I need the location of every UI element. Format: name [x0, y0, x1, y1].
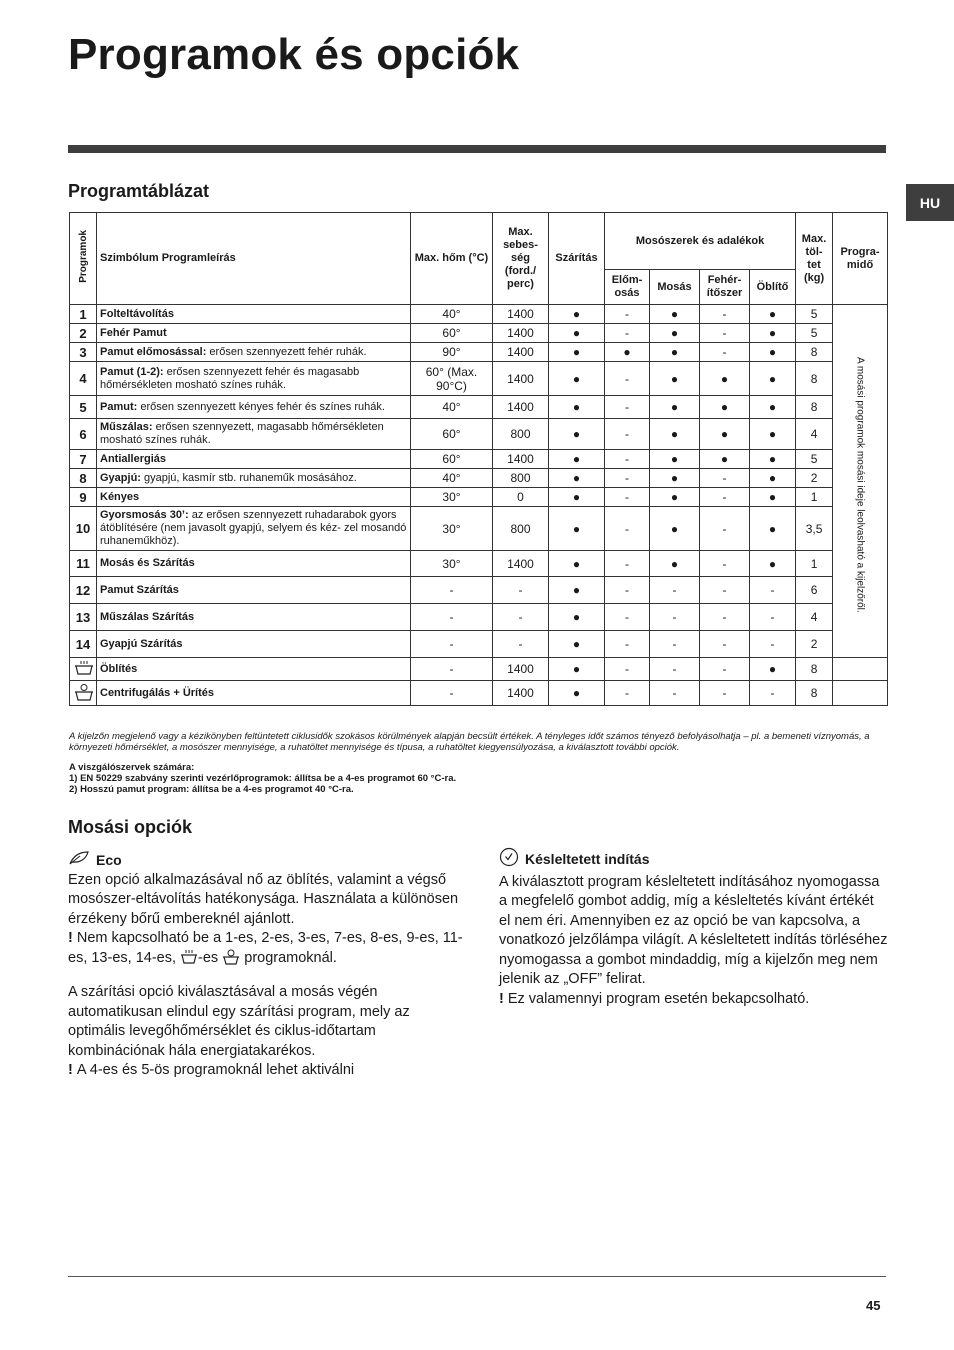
cell-wash: ●: [650, 551, 700, 577]
cell-pre: -: [605, 507, 650, 551]
cell-temp: 60°: [411, 419, 493, 450]
cell-soft: -: [750, 577, 796, 604]
header-description: Szimbólum Programleírás: [97, 213, 411, 305]
cell-wash: ●: [650, 469, 700, 488]
cell-wash: ●: [650, 488, 700, 507]
note-2: 2) Hosszú pamut program: állítsa be a 4-es programot 40 °C-ra.: [69, 784, 354, 795]
cell-pre: -: [605, 551, 650, 577]
cell-wash: -: [650, 577, 700, 604]
program-number: 11: [70, 551, 97, 577]
program-number: 9: [70, 488, 97, 507]
table-row: [70, 658, 888, 681]
program-description: Gyorsmosás 30’: az erősen szennyezett ruhadarabok gyors átöblítésére (nem javasolt gyapjú, selyem és kéz- zel mosandó ruhaneműkhöz).: [97, 507, 411, 551]
cell-soft: ●: [750, 488, 796, 507]
spin-icon: [222, 949, 240, 972]
program-description: Öblítés: [97, 658, 411, 681]
cell-bleach: ●: [700, 362, 750, 396]
wash-options-heading: Mosási opciók: [68, 817, 193, 837]
cell-wash: ●: [650, 507, 700, 551]
cell-temp: 60°: [411, 324, 493, 343]
table-row: [70, 577, 888, 604]
test-institute-notes: [69, 762, 889, 795]
cell-dry: ●: [549, 631, 605, 658]
program-number: 12: [70, 577, 97, 604]
cell-bleach: -: [700, 577, 750, 604]
cell-dry: ●: [549, 507, 605, 551]
cell-bleach: -: [700, 343, 750, 362]
cell-pre: -: [605, 450, 650, 469]
program-description: Kényes: [97, 488, 411, 507]
cell-speed: -: [493, 631, 549, 658]
program-number: 2: [70, 324, 97, 343]
cell-load: 5: [796, 324, 833, 343]
cell-bleach: ●: [700, 450, 750, 469]
table-row: [70, 450, 888, 469]
cell-load: 8: [796, 343, 833, 362]
cell-pre: -: [605, 577, 650, 604]
cell-load: 5: [796, 450, 833, 469]
cell-speed: 800: [493, 419, 549, 450]
cell-wash: ●: [650, 324, 700, 343]
rinse-icon: [70, 658, 97, 681]
program-number: 13: [70, 604, 97, 631]
note-1: 1) EN 50229 szabvány szerinti vezérlőprogramok: állítsa be a 4-es programot 60 °C-ra.: [69, 773, 457, 784]
cell-speed: -: [493, 604, 549, 631]
cell-load: 8: [796, 362, 833, 396]
program-number: 10: [70, 507, 97, 551]
cell-speed: 1400: [493, 362, 549, 396]
cell-pre: -: [605, 488, 650, 507]
eco-option: [68, 851, 468, 1081]
cell-soft: -: [750, 604, 796, 631]
cell-temp: -: [411, 604, 493, 631]
cell-load: 8: [796, 396, 833, 419]
cycle-time-note: A kijelzőn megjelenő vagy a kézikönyben feltüntetett ciklusidők szokásos körülmények alapján becsült értékek. A tényleges időt számos tényező befolyásolhatja – pl. a bemeneti víznyomás, a környezeti hőmérséklet, a mosószer mennyisége, a ruhatöltet mennyisége és típusa, a ruhatöltet kiegyensúlyozása, a kiválasztott további opciók.: [69, 731, 870, 753]
cell-temp: -: [411, 577, 493, 604]
cell-dry: ●: [549, 469, 605, 488]
cell-wash: ●: [650, 419, 700, 450]
program-description: Fehér Pamut: [97, 324, 411, 343]
table-row: [70, 343, 888, 362]
cell-bleach: -: [700, 681, 750, 706]
cell-speed: 800: [493, 507, 549, 551]
cell-pre: -: [605, 324, 650, 343]
table-row: [70, 305, 888, 324]
cell-load: 1: [796, 551, 833, 577]
program-number: 1: [70, 305, 97, 324]
delayed-start-option: [499, 847, 889, 1009]
cell-soft: ●: [750, 343, 796, 362]
table-row: [70, 362, 888, 396]
cell-temp: 30°: [411, 488, 493, 507]
cell-soft: ●: [750, 450, 796, 469]
cell-pre: -: [605, 419, 650, 450]
drying-option-warning: ! A 4-es és 5-ös programoknál lehet aktiválni: [68, 1062, 355, 1078]
table-row: [70, 488, 888, 507]
cell-soft: -: [750, 681, 796, 706]
header-max-load: Max. töl- tet (kg): [796, 213, 833, 305]
table-row: [70, 419, 888, 450]
cell-bleach: ●: [700, 419, 750, 450]
eco-warning: ! Nem kapcsolható be a 1-es, 2-es, 3-es, 7-es, 8-es, 9-es, 11-es, 13-es, 14-es, -es programoknál.: [68, 929, 468, 971]
header-wash: Mosás: [650, 270, 700, 305]
cell-load: 4: [796, 604, 833, 631]
cell-pre: -: [605, 362, 650, 396]
cell-temp: -: [411, 631, 493, 658]
cell-soft: ●: [750, 551, 796, 577]
note-title: A viszgálószervek számára:: [69, 762, 195, 773]
title-divider-bar: [68, 145, 886, 153]
footer-divider: [68, 1276, 886, 1277]
cell-temp: 60°: [411, 450, 493, 469]
cell-speed: 1400: [493, 551, 549, 577]
cell-load: 1: [796, 488, 833, 507]
cell-temp: 40°: [411, 396, 493, 419]
spin-icon: [70, 681, 97, 706]
table-row: [70, 604, 888, 631]
cell-load: 2: [796, 469, 833, 488]
cell-soft: ●: [750, 507, 796, 551]
cell-soft: ●: [750, 324, 796, 343]
table-row: [70, 396, 888, 419]
eco-description: Ezen opció alkalmazásával nő az öblítés, valamint a végső mosószer-eltávolítás hatékonysága. Használata a különösen érzékeny bőrű embereknél ajánlott.: [68, 871, 459, 927]
program-time-cell: [833, 681, 888, 706]
cell-speed: 1400: [493, 450, 549, 469]
table-row: [70, 469, 888, 488]
cell-dry: ●: [549, 419, 605, 450]
cell-pre: -: [605, 305, 650, 324]
cell-dry: ●: [549, 681, 605, 706]
cell-soft: ●: [750, 469, 796, 488]
program-table-heading: Programtáblázat: [68, 181, 210, 201]
cell-temp: 60° (Max. 90°C): [411, 362, 493, 396]
program-description: Mosás és Szárítás: [97, 551, 411, 577]
eco-leaf-icon: [68, 851, 90, 871]
cell-temp: 30°: [411, 551, 493, 577]
program-description: Antiallergiás: [97, 450, 411, 469]
cell-bleach: -: [700, 507, 750, 551]
cell-speed: 1400: [493, 343, 549, 362]
header-programs: Programok: [70, 213, 97, 305]
cell-dry: ●: [549, 488, 605, 507]
cell-temp: 90°: [411, 343, 493, 362]
cell-wash: ●: [650, 362, 700, 396]
cell-bleach: -: [700, 469, 750, 488]
cell-pre: -: [605, 469, 650, 488]
cell-load: 6: [796, 577, 833, 604]
table-row: [70, 551, 888, 577]
cell-soft: ●: [750, 658, 796, 681]
cell-soft: -: [750, 631, 796, 658]
cell-dry: ●: [549, 450, 605, 469]
program-number: 6: [70, 419, 97, 450]
cell-soft: ●: [750, 305, 796, 324]
cell-dry: ●: [549, 362, 605, 396]
cell-wash: ●: [650, 450, 700, 469]
cell-temp: 40°: [411, 305, 493, 324]
cell-load: 4: [796, 419, 833, 450]
program-description: Pamut (1-2): erősen szennyezett fehér és magasabb hőmérsékleten mosható színes ruhák.: [97, 362, 411, 396]
table-row: [70, 324, 888, 343]
cell-bleach: -: [700, 551, 750, 577]
eco-title: Eco: [96, 852, 122, 868]
cell-load: 3,5: [796, 507, 833, 551]
cell-wash: -: [650, 658, 700, 681]
header-detergents: Mosószerek és adalékok: [605, 213, 796, 270]
cell-dry: ●: [549, 324, 605, 343]
header-max-speed: Max. sebes- ség (ford./ perc): [493, 213, 549, 305]
program-description: Műszálas: erősen szennyezett, magasabb hőmérsékleten mosható színes ruhák.: [97, 419, 411, 450]
cell-wash: ●: [650, 343, 700, 362]
program-description: Gyapjú Szárítás: [97, 631, 411, 658]
cell-bleach: ●: [700, 396, 750, 419]
cell-pre: -: [605, 604, 650, 631]
cell-bleach: -: [700, 305, 750, 324]
program-description: Gyapjú: gyapjú, kasmír stb. ruhaneműk mosásához.: [97, 469, 411, 488]
drying-option-description: A szárítási opció kiválasztásával a mosás végén automatikusan elindul egy szárítási program, mely az optimális levegőhőmérséklet és ciklus-időtartam kombinációnak hála energiatakarékos.: [68, 984, 410, 1059]
header-prewash: Előm- osás: [605, 270, 650, 305]
program-number: 14: [70, 631, 97, 658]
clock-icon: [499, 847, 519, 873]
cell-pre: -: [605, 658, 650, 681]
cell-bleach: -: [700, 488, 750, 507]
cell-bleach: -: [700, 631, 750, 658]
delayed-start-title: Késleltetett indítás: [525, 851, 650, 867]
cell-speed: 800: [493, 469, 549, 488]
cell-pre: ●: [605, 343, 650, 362]
cell-wash: ●: [650, 396, 700, 419]
rinse-icon: [180, 949, 198, 972]
cell-soft: ●: [750, 396, 796, 419]
cell-speed: 1400: [493, 324, 549, 343]
program-description: Pamut előmosással: erősen szennyezett fehér ruhák.: [97, 343, 411, 362]
cell-temp: 40°: [411, 469, 493, 488]
delayed-start-warning: ! Ez valamennyi program esetén bekapcsolható.: [499, 990, 810, 1007]
table-row: [70, 681, 888, 706]
cell-load: 8: [796, 658, 833, 681]
cell-load: 2: [796, 631, 833, 658]
program-number: 8: [70, 469, 97, 488]
header-softener: Öblítő: [750, 270, 796, 305]
cell-bleach: -: [700, 604, 750, 631]
cell-speed: -: [493, 577, 549, 604]
program-table: [69, 212, 888, 706]
header-max-temp: Max. hőm (°C): [411, 213, 493, 305]
cell-soft: ●: [750, 419, 796, 450]
cell-pre: -: [605, 396, 650, 419]
program-description: Centrifugálás + Ürítés: [97, 681, 411, 706]
cell-speed: 1400: [493, 305, 549, 324]
header-bleach: Fehér- ítőszer: [700, 270, 750, 305]
cell-dry: ●: [549, 658, 605, 681]
cell-pre: -: [605, 631, 650, 658]
language-tab: HU: [906, 184, 954, 221]
cell-dry: ●: [549, 396, 605, 419]
header-program-time: Progra- midő: [833, 213, 888, 305]
cell-dry: ●: [549, 305, 605, 324]
cell-speed: 1400: [493, 658, 549, 681]
cell-bleach: -: [700, 324, 750, 343]
program-number: 4: [70, 362, 97, 396]
delayed-start-description: A kiválasztott program késleltetett indításához nyomogassa a megfelelő gombot addig, míg a késleltetés kívánt értékét el nem éri. Amennyiben ez az opció be van kapcsolva, a vonatkozó jelzőlámpa világít. A késleltetett indítás törléséhez nyomogassa a gombot mindaddig, míg a kijelzőn meg nem jelenik az „OFF” felirat.: [499, 873, 888, 987]
cell-bleach: -: [700, 658, 750, 681]
cell-load: 8: [796, 681, 833, 706]
cell-wash: -: [650, 604, 700, 631]
cell-temp: -: [411, 658, 493, 681]
cell-soft: ●: [750, 362, 796, 396]
program-description: Műszálas Szárítás: [97, 604, 411, 631]
cell-dry: ●: [549, 343, 605, 362]
cell-wash: -: [650, 681, 700, 706]
page-number: 45: [866, 1298, 881, 1313]
cell-dry: ●: [549, 551, 605, 577]
cell-speed: 1400: [493, 396, 549, 419]
cell-temp: 30°: [411, 507, 493, 551]
cell-load: 5: [796, 305, 833, 324]
header-drying: Szárítás: [549, 213, 605, 305]
program-description: Pamut Szárítás: [97, 577, 411, 604]
program-time-note: A mosási programok mosási ideje leolvasható a kijelzőről.: [833, 305, 888, 658]
program-number: 5: [70, 396, 97, 419]
cell-speed: 0: [493, 488, 549, 507]
table-row: [70, 507, 888, 551]
cell-temp: -: [411, 681, 493, 706]
cell-pre: -: [605, 681, 650, 706]
cell-speed: 1400: [493, 681, 549, 706]
page-title: Programok és opciók: [68, 30, 520, 79]
cell-wash: ●: [650, 305, 700, 324]
cell-wash: -: [650, 631, 700, 658]
cell-dry: ●: [549, 604, 605, 631]
program-number: 7: [70, 450, 97, 469]
cell-dry: ●: [549, 577, 605, 604]
program-description: Pamut: erősen szennyezett kényes fehér és színes ruhák.: [97, 396, 411, 419]
program-number: 3: [70, 343, 97, 362]
program-description: Folteltávolítás: [97, 305, 411, 324]
program-time-cell: [833, 658, 888, 681]
table-row: [70, 631, 888, 658]
